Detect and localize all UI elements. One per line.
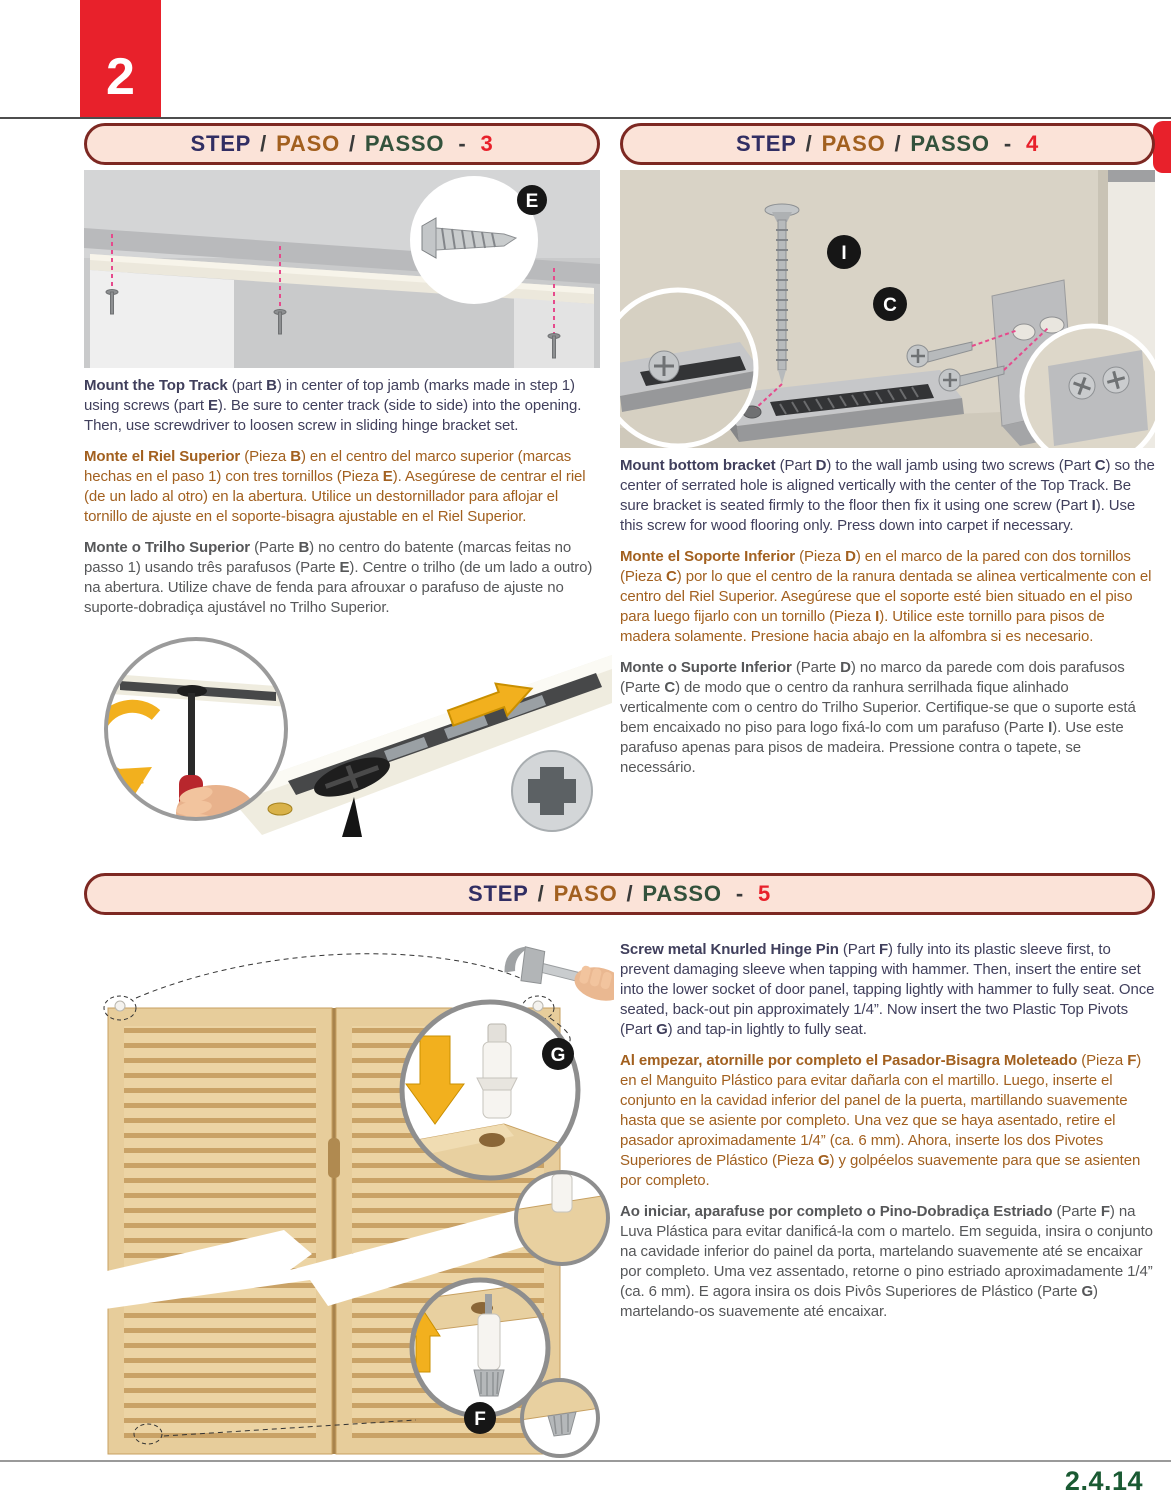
step5-number: 5 xyxy=(757,881,771,906)
step5-header: STEP / PASO / PASSO - 5 xyxy=(84,873,1155,915)
step-label: STEP xyxy=(467,881,529,906)
top-rule xyxy=(0,117,1171,119)
phillips-head-icon xyxy=(512,751,592,831)
top-pivot-right xyxy=(533,1001,543,1011)
svg-text:C: C xyxy=(883,295,897,316)
step5-text-column xyxy=(620,940,1155,1333)
step5-text-en: Screw metal Knurled Hinge Pin (Part F) fully into its plastic sleeve first, to prevent damaging sleeve when tapping with hammer. Then, insert the entire set into the lower socket of door panel, tapping lightly with hammer to fully seat. Once seated, back-out pin approximately 1/4”. Now insert the two Plastic Top Pivots (Part G) and tap-in lightly to fully seat. xyxy=(620,941,1155,1038)
page-number: 2.4.14 xyxy=(1064,1466,1143,1496)
paso-label: PASO xyxy=(276,131,340,156)
svg-text:E: E xyxy=(525,191,539,212)
section-number: 2 xyxy=(106,48,135,106)
section-tab xyxy=(80,0,161,117)
part-g-badge xyxy=(542,1038,574,1070)
step5-section-header xyxy=(84,873,1155,920)
step4-illustration-bottom-bracket xyxy=(620,170,1155,448)
step3-illustration-adjust-screw xyxy=(84,629,612,837)
paso-label: PASO xyxy=(821,131,886,156)
side-index-tab xyxy=(1153,121,1171,173)
step4-section xyxy=(620,123,1155,789)
step3-text-pt: Monte o Trilho Superior (Parte B) no centro do batente (marcas feitas no passo 1) usando três parafusos (Parte E). Centre o trilho (de um lado a outro) na abertura. Utilize chave de fenda para afrouxar o parafuso de ajuste no suporte-dobradiça ajustável no Trilho Superior. xyxy=(84,539,593,616)
passo-label: PASSO xyxy=(910,131,990,156)
step5-text-es: Al empezar, atornille por completo el Pasador-Bisagra Moleteado (Pieza F) en el Manguito Plástico para evitar dañarla con el martillo. Luego, inserte el conjunto en la cavidad inferior del panel de la puerta, martillando suavemente hasta que se asiente por completo. Una vez que se haya asentado, retire el pasador aproximadamente 1/4” (ca. 6 mm). Ahora, inserte los dos Pivotes Superiores de Plástico (Pieza G) y golpéelos suavemente para que se asienten por completo. xyxy=(620,1052,1142,1189)
bottom-rule xyxy=(0,1460,1171,1462)
top-pivot-left xyxy=(115,1001,125,1011)
part-c-badge xyxy=(873,287,907,321)
part-e-badge xyxy=(517,185,547,215)
step3-header: STEP / PASO / PASSO - 3 xyxy=(84,123,600,165)
step5-text-pt: Ao iniciar, aparafuse por completo o Pino-Dobradiça Estriado (Parte F) na Luva Plástica para evitar danificá-la com o martelo. Em seguida, insira o conjunto na cavidade inferior do painel da porta, martelando suavemente até se encaixar por completo. Uma vez assentado, retorne o pino estriado aproximadamente 1/4” (ca. 6 mm). E agora insira os dois Pivôs Superiores de Plástico (Parte G) martelando-os suavemente até encaixar. xyxy=(620,1203,1153,1320)
step5-illustration-wrap xyxy=(84,928,614,1463)
svg-text:G: G xyxy=(550,1045,566,1066)
passo-label: PASSO xyxy=(364,131,445,156)
step3-number: 3 xyxy=(480,131,494,156)
step5-illustration-doors xyxy=(84,928,614,1463)
part-i-badge xyxy=(827,235,861,269)
svg-text:F: F xyxy=(474,1409,486,1430)
step4-text-pt: Monte o Suporte Inferior (Parte D) no marco da parede com dois parafusos (Parte C) de modo que o centro da ranhura serrilhada fique alinhado verticalmente com o centro do Trilho Superior. Certifique-se que o suporte está bem encaixado no piso para logo fixá-lo com um parafuso (Parte I). Use este parafuso apenas para pisos de madeira. Pressione contra o tapete, se necessário. xyxy=(620,659,1136,776)
step3-text-es: Monte el Riel Superior (Pieza B) en el centro del marco superior (marcas hechas en el paso 1) con tres tornillos (Pieza E). Asegúrese de centrar el riel (de un lado al otro) en la abertura. Utilice un destornillador para aflojar el tornillo de ajuste en el soporte-bisagra ajustable en el Riel Superior. xyxy=(84,448,586,525)
step3-text-en: Mount the Top Track (part B) in center of top jamb (marks made in step 1) using screws (part E). Be sure to center track (side to side) into the opening. Then, use screwdriver to loosen screw in sliding hinge bracket set. xyxy=(84,377,582,434)
paso-label: PASO xyxy=(553,881,618,906)
pivot-washer xyxy=(268,803,292,815)
step3-section xyxy=(84,123,600,845)
step4-header: STEP / PASO / PASSO - 4 xyxy=(620,123,1155,165)
svg-text:I: I xyxy=(841,243,847,264)
step-label: STEP xyxy=(190,131,252,156)
step4-text-en: Mount bottom bracket (Part D) to the wall jamb using two screws (Part C) so the center of serrated hole is aligned vertically with the center of the Top Track. Be sure bracket is seated firmly to the floor then fix it using one screw (Part I). Use this screw for wood flooring only. Press down into carpet if necessary. xyxy=(620,457,1155,534)
step-label: STEP xyxy=(735,131,797,156)
hammer-icon xyxy=(502,943,614,1006)
step4-text-es: Monte el Soporte Inferior (Pieza D) en el marco de la pared con dos tornillos (Pieza C) por lo que el centro de la ranura dentada se alinea verticalmente con el centro del Riel Superior. Asegúrese que el soporte esté bien situado en el piso para luego fijarlo con un tornillo (Pieza I). Utilice este tornillo para pisos de madera solamente. Presione hacia abajo en la alfombra si es necesario. xyxy=(620,548,1152,645)
mounted-bracket-inset xyxy=(1048,350,1148,446)
passo-label: PASSO xyxy=(642,881,722,906)
step4-number: 4 xyxy=(1025,131,1039,156)
part-f-badge xyxy=(464,1402,496,1434)
step3-illustration-top-track xyxy=(84,170,600,368)
